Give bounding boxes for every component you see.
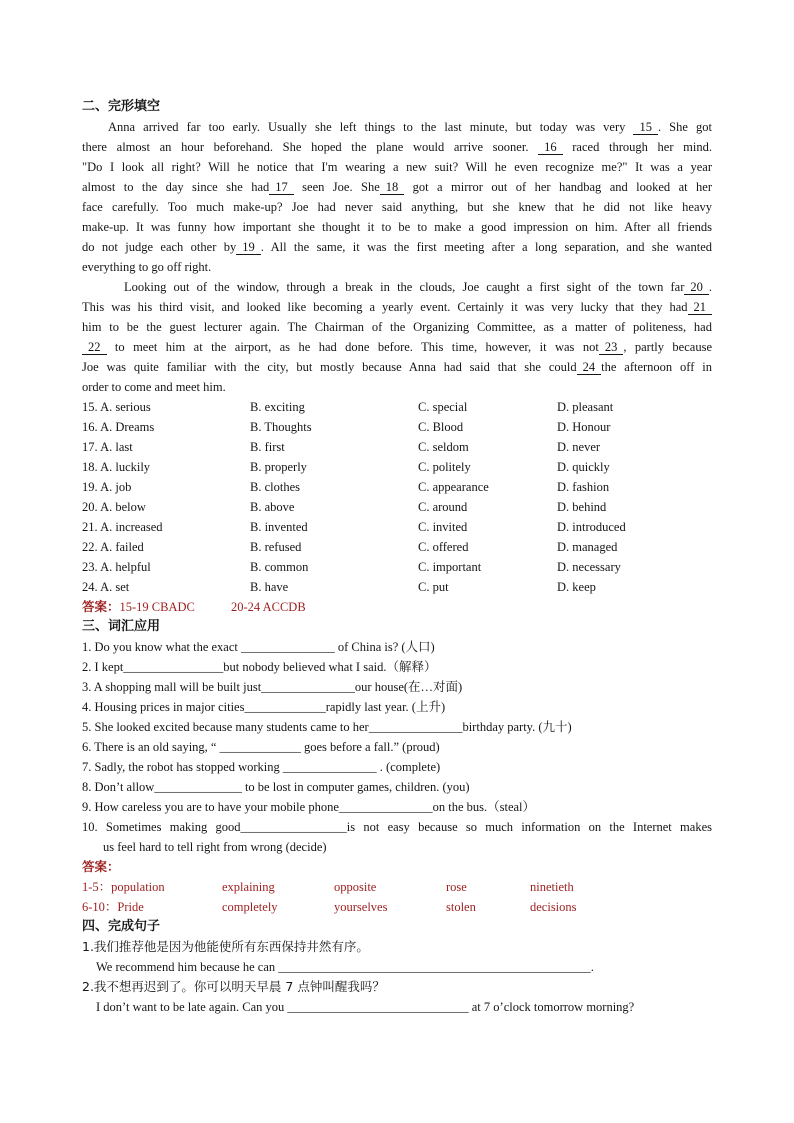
- blank-20: 20: [684, 281, 709, 295]
- vocab-item-6: 6. There is an old saying, “ _____________ goes before a fall.” (proud): [82, 740, 440, 754]
- cloze-text: face carefully. Too much make-up? Joe had never said anything, but she knew that he did not like heavy: [82, 200, 712, 214]
- vocab-item-1: 1. Do you know what the exact _______________ of China is? (人口): [82, 640, 435, 654]
- cloze-text: This was his third visit, and looked like becoming a yearly event. Certainly it was very lucky that they had: [82, 300, 688, 314]
- cloze-para2-line: [82, 277, 712, 297]
- cloze-text: to meet him at the airport, as he had done before. This time, however, it was not: [106, 340, 599, 354]
- answer-range: 1-5：: [82, 880, 112, 894]
- blank-23: 23: [599, 341, 624, 355]
- option-row-24: [82, 577, 712, 597]
- cloze-text: "Do I look all right? Will he notice that I'm wearing a new suit? Will he even recognize me?" It was a year: [82, 160, 712, 174]
- option-b: B. have: [250, 580, 289, 594]
- cloze-para1-line: [82, 257, 712, 277]
- cloze-text: everything to go off right.: [82, 260, 212, 274]
- option-a: A. serious: [100, 400, 151, 414]
- vocab-answer-row-6-10: [82, 897, 712, 917]
- option-a: A. failed: [100, 540, 144, 554]
- option-c: C. special: [418, 400, 468, 414]
- option-row-15: [82, 397, 712, 417]
- question-number: 22.: [82, 540, 98, 554]
- option-b: B. first: [250, 440, 285, 454]
- option-b: B. exciting: [250, 400, 305, 414]
- vocab-item-4: 4. Housing prices in major cities_____________rapidly last year. (上升): [82, 700, 446, 714]
- option-b: B. clothes: [250, 480, 300, 494]
- sentence-1-english: We recommend him because he can __________________________________________________.: [96, 960, 594, 974]
- cloze-text: Joe was quite familiar with the city, but mostly because Anna had said that she could: [82, 360, 577, 374]
- cloze-text: him to be the guest lecturer again. The Chairman of the Organizing Committee, as a matter of politeness, had: [82, 320, 712, 334]
- option-d: D. fashion: [557, 480, 610, 494]
- vocab-item-8: 8. Don’t allow______________ to be lost in computer games, children. (you): [82, 780, 470, 794]
- answer-word: Pride: [117, 900, 144, 914]
- option-b: B. above: [250, 500, 295, 514]
- question-number: 16.: [82, 420, 98, 434]
- option-a: A. set: [100, 580, 130, 594]
- answer-20-24: 20-24 ACCDB: [231, 600, 306, 614]
- cloze-text: seen Joe. She: [293, 180, 380, 194]
- answer-label: 答案：: [82, 599, 120, 614]
- answer-word: ninetieth: [530, 880, 574, 894]
- cloze-para2-line: [82, 337, 712, 357]
- option-a: A. last: [100, 440, 133, 454]
- answer-range: 6-10：: [82, 900, 118, 914]
- cloze-text: the afternoon off in: [601, 360, 712, 374]
- answer-15-19: 15-19 CBADC: [119, 600, 195, 614]
- cloze-para1-line: [82, 117, 712, 137]
- vocab-item-9: 9. How careless you are to have your mobile phone_______________on the bus.（steal）: [82, 800, 536, 814]
- sentence-2-chinese: 2.我不想再迟到了。你可以明天早晨 7 点钟叫醒我吗？: [82, 979, 385, 994]
- vocab-item-3: 3. A shopping mall will be built just_______________our house(在…对面): [82, 680, 463, 694]
- option-d: D. necessary: [557, 560, 621, 574]
- answer-word: rose: [446, 880, 467, 894]
- cloze-para1-line: [82, 177, 712, 197]
- cloze-text: Anna arrived far too early. Usually she left things to the last minute, but today was very: [108, 120, 634, 134]
- blank-24: 24: [577, 361, 602, 375]
- blank-15: 15: [633, 121, 658, 135]
- cloze-para1-line: [82, 217, 712, 237]
- cloze-text: . She got: [657, 120, 712, 134]
- cloze-para2-line: [82, 357, 712, 377]
- option-row-16: [82, 417, 712, 437]
- sentence-2-english: I don’t want to be late again. Can you _____________________________ at 7 o’clock tomorrow morning?: [96, 1000, 635, 1014]
- answer-word: yourselves: [334, 900, 388, 914]
- option-d: D. never: [557, 440, 601, 454]
- blank-16: 16: [538, 141, 563, 155]
- section-heading-sentences: 四、完成句子: [82, 919, 161, 934]
- option-c: C. seldom: [418, 440, 469, 454]
- question-number: 15.: [82, 400, 98, 414]
- option-c: C. important: [418, 560, 482, 574]
- option-b: B. invented: [250, 520, 308, 534]
- cloze-text: do not judge each other by: [82, 240, 237, 254]
- option-a: A. below: [100, 500, 146, 514]
- option-d: D. managed: [557, 540, 618, 554]
- option-row-19: [82, 477, 712, 497]
- option-c: C. put: [418, 580, 449, 594]
- question-number: 20.: [82, 500, 98, 514]
- option-c: C. politely: [418, 460, 471, 474]
- question-number: 24.: [82, 580, 98, 594]
- cloze-para2-line: [82, 297, 712, 317]
- cloze-para2-line: [82, 377, 712, 397]
- option-c: C. offered: [418, 540, 469, 554]
- option-row-22: [82, 537, 712, 557]
- option-row-20: [82, 497, 712, 517]
- question-number: 23.: [82, 560, 98, 574]
- vocab-answer-row-1-5: [82, 877, 712, 897]
- sentence-1-chinese: 1.我们推荐他是因为他能使所有东西保持井然有序。: [82, 939, 369, 954]
- option-row-17: [82, 437, 712, 457]
- cloze-para1-line: [82, 157, 712, 177]
- vocab-answer-label: 答案：: [82, 859, 120, 874]
- option-row-23: [82, 557, 712, 577]
- blank-19: 19: [236, 241, 261, 255]
- vocab-item-10-cont: us feel hard to tell right from wrong (decide): [103, 840, 327, 854]
- option-d: D. introduced: [557, 520, 626, 534]
- section-heading-cloze: 二、完形填空: [82, 99, 161, 114]
- blank-21: 21: [688, 301, 713, 315]
- blank-18: 18: [380, 181, 405, 195]
- option-a: A. helpful: [100, 560, 151, 574]
- answer-word: stolen: [446, 900, 476, 914]
- option-d: D. pleasant: [557, 400, 614, 414]
- cloze-text: , partly because: [623, 340, 712, 354]
- option-d: D. behind: [557, 500, 607, 514]
- exam-page: [82, 97, 712, 1017]
- blank-22: 22: [82, 341, 107, 355]
- question-number: 18.: [82, 460, 98, 474]
- answer-word: explaining: [222, 880, 275, 894]
- cloze-text: there almost an hour beforehand. She hoped the plane would arrive sooner.: [82, 140, 539, 154]
- option-b: B. refused: [250, 540, 302, 554]
- cloze-text: make-up. It was funny how important she thought it to be to make a good impression on him. After all friends: [82, 220, 712, 234]
- cloze-text: got a mirror out of her handbag and looked at her: [404, 180, 712, 194]
- option-c: C. Blood: [418, 420, 464, 434]
- cloze-text: .: [708, 280, 712, 294]
- cloze-para2-line: [82, 317, 712, 337]
- blank-17: 17: [269, 181, 294, 195]
- option-b: B. common: [250, 560, 309, 574]
- cloze-text: almost to the day since she had: [82, 180, 270, 194]
- question-number: 21.: [82, 520, 98, 534]
- option-a: A. luckily: [100, 460, 151, 474]
- option-b: B. properly: [250, 460, 307, 474]
- option-d: D. quickly: [557, 460, 610, 474]
- cloze-para1-line: [82, 137, 712, 157]
- vocab-item-5: 5. She looked excited because many students came to her_______________birthday party. (九十): [82, 720, 572, 734]
- option-row-21: [82, 517, 712, 537]
- question-number: 17.: [82, 440, 98, 454]
- question-number: 19.: [82, 480, 98, 494]
- vocab-item-10: 10. Sometimes making good_________________is not easy because so much information on the Internet makes: [82, 820, 712, 834]
- option-a: A. job: [100, 480, 132, 494]
- option-d: D. Honour: [557, 420, 611, 434]
- cloze-text: order to come and meet him.: [82, 380, 226, 394]
- answer-word: decisions: [530, 900, 577, 914]
- cloze-text: Looking out of the window, through a break in the clouds, Joe caught a first sight of the town far: [124, 280, 685, 294]
- option-a: A. increased: [100, 520, 163, 534]
- option-row-18: [82, 457, 712, 477]
- section-heading-vocab: 三、词汇应用: [82, 619, 161, 634]
- cloze-text: . All the same, it was the first meeting after a long separation, and she wanted: [260, 240, 713, 254]
- option-a: A. Dreams: [100, 420, 155, 434]
- option-c: C. appearance: [418, 480, 489, 494]
- option-b: B. Thoughts: [250, 420, 312, 434]
- option-c: C. invited: [418, 520, 468, 534]
- cloze-text: raced through her mind.: [562, 140, 712, 154]
- cloze-para1-line: [82, 197, 712, 217]
- vocab-item-2: 2. I kept________________but nobody believed what I said.（解释）: [82, 660, 437, 674]
- vocab-item-7: 7. Sadly, the robot has stopped working _______________ . (complete): [82, 760, 441, 774]
- option-d: D. keep: [557, 580, 596, 594]
- cloze-answer-key: [82, 597, 712, 617]
- option-c: C. around: [418, 500, 468, 514]
- cloze-para1-line: [82, 237, 712, 257]
- answer-word: completely: [222, 900, 278, 914]
- answer-word: opposite: [334, 880, 377, 894]
- answer-word: population: [111, 880, 165, 894]
